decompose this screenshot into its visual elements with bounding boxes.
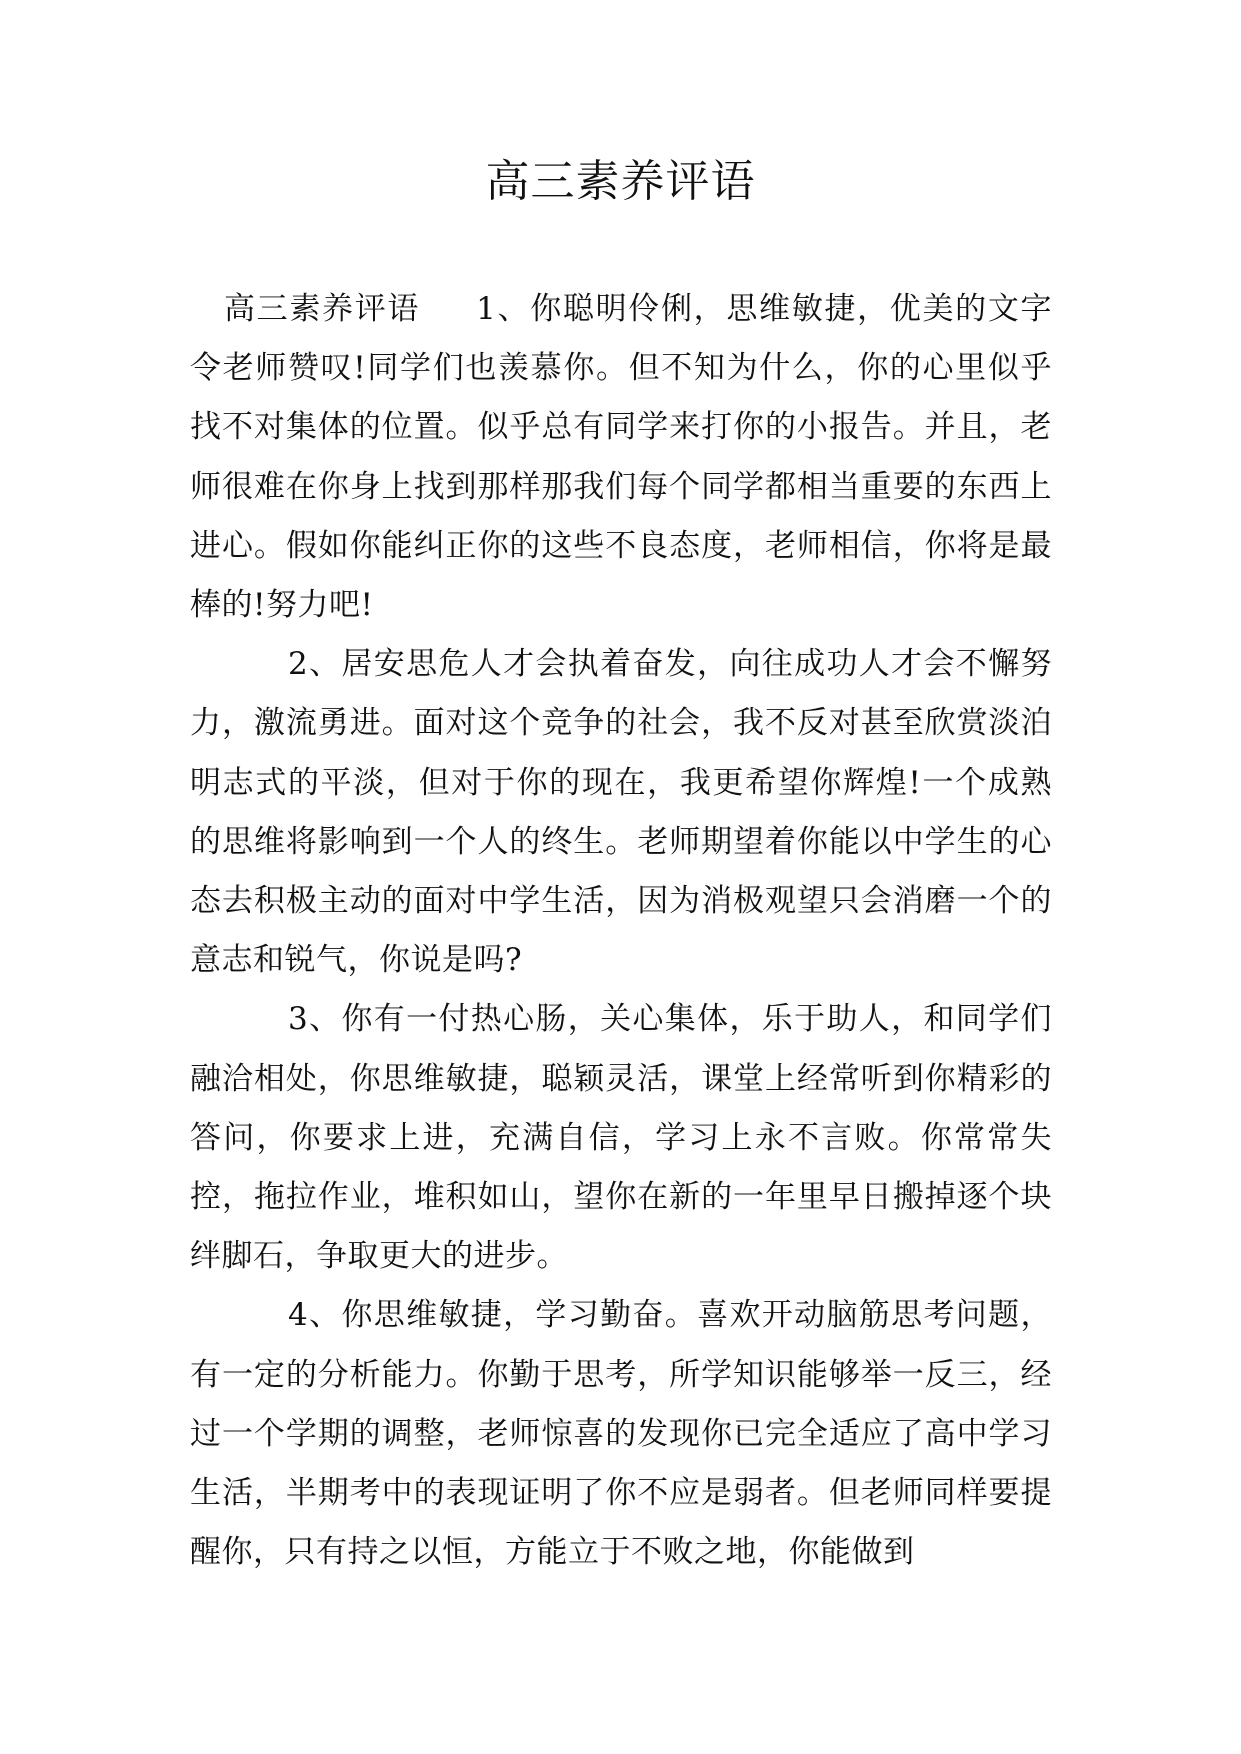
paragraph-1-text: 1、你聪明伶俐，思维敏捷，优美的文字令老师赞叹!同学们也羡慕你。但不知为什么，你的心里似乎找不对集体的位置。似乎总有同学来打你的小报告。并且，老师很难在你身上找到那样那我们每个同学都相当重要的东西上进心。假如你能纠正你的这些不良态度，老师相信，你将是最棒的!努力吧! — [190, 291, 1052, 624]
document-body — [190, 280, 1052, 1582]
paragraph-2: 2、居安思危人才会执着奋发，向往成功人才会不懈努力，激流勇进。面对这个竞争的社会，我不反对甚至欣赏淡泊明志式的平淡，但对于你的现在，我更希望你辉煌!一个成熟的思维将影响到一个人的终生。老师期望着你能以中学生的心态去积极主动的面对中学生活，因为消极观望只会消磨一个的意志和锐气，你说是吗? — [190, 646, 1052, 979]
lead-label: 高三素养评语 — [224, 291, 421, 327]
paragraph-3: 3、你有一付热心肠，关心集体，乐于助人，和同学们融洽相处，你思维敏捷，聪颖灵活，课堂上经常听到你精彩的答问，你要求上进，充满自信，学习上永不言败。你常常失控，拖拉作业，堆积如山，望你在新的一年里早日搬掉逐个块绊脚石，争取更大的进步。 — [190, 1001, 1052, 1275]
document-title: 高三素养评语 — [485, 156, 756, 207]
paragraph-1 — [190, 280, 1052, 635]
paragraph-4: 4、你思维敏捷，学习勤奋。喜欢开动脑筋思考问题，有一定的分析能力。你勤于思考，所学知识能够举一反三，经过一个学期的调整，老师惊喜的发现你已完全适应了高中学习生活，半期考中的表现证明了你不应是弱者。但老师同样要提醒你，只有持之以恒，方能立于不败之地，你能做到 — [190, 1297, 1052, 1571]
